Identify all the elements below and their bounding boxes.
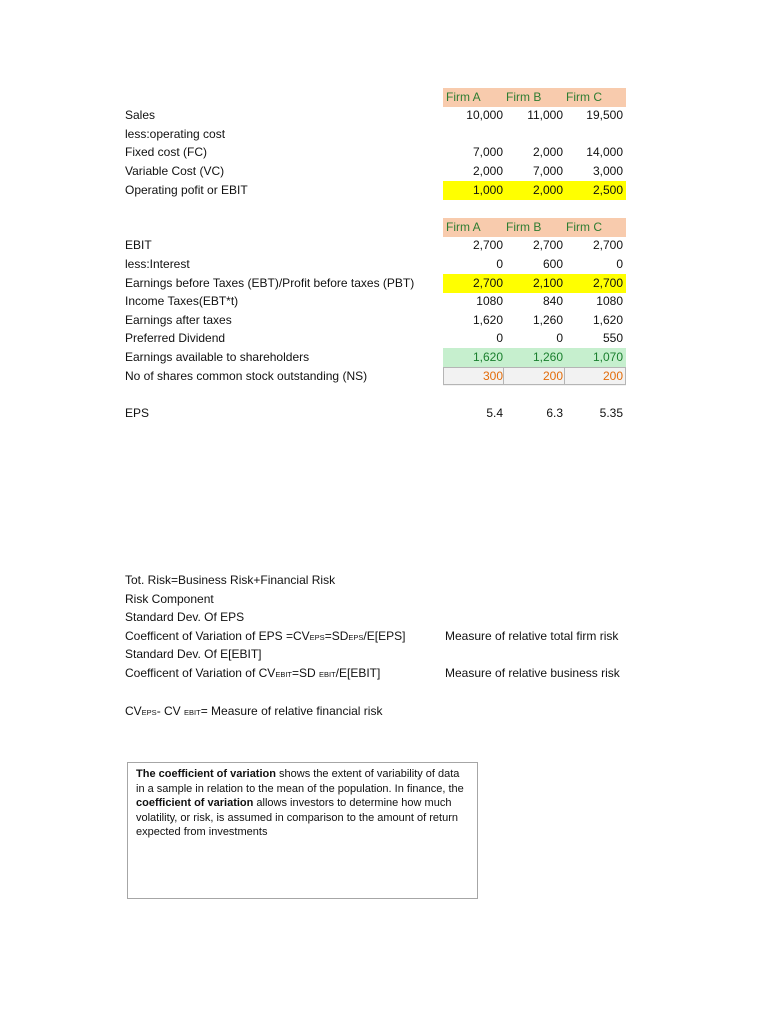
table2-row-eat-label: Earnings after taxes xyxy=(125,313,232,327)
table2-row-ebt-b: 2,100 xyxy=(532,276,563,290)
table2-row-ebt-label: Earnings before Taxes (EBT)/Profit before taxes (PBT) xyxy=(125,276,415,290)
table2-row-eat-b: 1,260 xyxy=(532,313,563,327)
table1-row-ebit-a: 1,000 xyxy=(472,183,503,197)
table1-row-ebit-c: 2,500 xyxy=(592,183,623,197)
table1-row-vc-label: Variable Cost (VC) xyxy=(125,164,225,178)
note-bold-2: coefficient of variation xyxy=(136,797,254,809)
cv-ebit-text-c: /E[EBIT] xyxy=(335,666,381,680)
table2-row-ebt-c: 2,700 xyxy=(592,276,623,290)
eps-label: EPS xyxy=(125,406,150,420)
table2-row-eas-label: Earnings available to shareholders xyxy=(125,350,310,364)
table1-row-sales-c: 19,500 xyxy=(586,108,623,122)
table2-row-ns-a: 300 xyxy=(482,369,503,383)
risk-financial-line xyxy=(125,702,382,722)
eps-c: 5.35 xyxy=(599,406,623,420)
risk-total-line: Tot. Risk=Business Risk+Financial Risk xyxy=(125,573,336,587)
table1-row-ebit-label: Operating pofit or EBIT xyxy=(125,183,248,197)
table2-row-ns-c: 200 xyxy=(602,369,623,383)
table1-header-firm-b: Firm B xyxy=(506,90,542,104)
cv-eps-sub-2: EPS xyxy=(348,633,364,642)
risk-cv-ebit-line xyxy=(125,664,380,684)
table2-row-prefdiv-a: 0 xyxy=(496,331,503,345)
table2-row-eat-c: 1,620 xyxy=(592,313,623,327)
cv-eps-text-a: Coefficent of Variation of EPS =CV xyxy=(125,629,310,643)
cv-ebit-sub-1: EBIT xyxy=(275,670,292,679)
table1-row-ebit-b: 2,000 xyxy=(532,183,563,197)
cv-definition-note xyxy=(127,762,478,899)
table2-header-firm-b: Firm B xyxy=(506,220,542,234)
fin-sub-2: EBIT xyxy=(184,708,201,717)
cv-ebit-text-b: =SD xyxy=(291,666,319,680)
table2-row-taxes-a: 1080 xyxy=(476,294,503,308)
table2-row-ebit-label: EBIT xyxy=(125,238,152,252)
table2-row-taxes-label: Income Taxes(EBT*t) xyxy=(125,294,239,308)
table2-row-ebit-b: 2,700 xyxy=(532,238,563,252)
table1-row-vc-c: 3,000 xyxy=(592,164,623,178)
table2-row-eas-c: 1,070 xyxy=(592,350,623,364)
table1-row-vc-a: 2,000 xyxy=(472,164,503,178)
table2-row-ebit-a: 2,700 xyxy=(472,238,503,252)
table1-row-sales-label: Sales xyxy=(125,108,156,122)
note-bold-1: The coefficient of variation xyxy=(136,768,276,780)
table2-row-ebit-c: 2,700 xyxy=(592,238,623,252)
table1-row-sales-b: 11,000 xyxy=(527,108,563,122)
table1-row-fc-c: 14,000 xyxy=(586,145,623,159)
table2-header-firm-a: Firm A xyxy=(446,220,481,234)
fin-text-b: - CV xyxy=(156,704,185,718)
risk-cv-eps-line xyxy=(125,627,405,647)
table2-row-interest-c: 0 xyxy=(616,257,623,271)
risk-cv-eps-desc: Measure of relative total firm risk xyxy=(445,629,619,643)
fin-text-c: = Measure of relative financial risk xyxy=(200,704,383,718)
note-text-1: shows the extent of variability of data in a sample in relation to the mean of the population. In finance, the xyxy=(136,768,464,795)
risk-component-line: Risk Component xyxy=(125,592,214,606)
cv-eps-text-c: /E[EPS] xyxy=(363,629,406,643)
table2-row-eat-a: 1,620 xyxy=(472,313,503,327)
risk-sd-ebit-line: Standard Dev. Of E[EBIT] xyxy=(125,647,262,661)
table1-row-opcost-label: less:operating cost xyxy=(125,127,226,141)
table2-row-taxes-b: 840 xyxy=(542,294,563,308)
table1-row-fc-a: 7,000 xyxy=(472,145,503,159)
table2-row-prefdiv-label: Preferred Dividend xyxy=(125,331,226,345)
note-text-2: allows investors to determine how much volatility, or risk, is assumed in comparison to the amount of return expected from investments xyxy=(136,797,458,838)
table2-row-ebt-a: 2,700 xyxy=(472,276,503,290)
eps-a: 5.4 xyxy=(486,406,503,420)
table2-row-prefdiv-c: 550 xyxy=(602,331,623,345)
table2-row-prefdiv-b: 0 xyxy=(556,331,563,345)
table1-header-firm-c: Firm C xyxy=(566,90,602,104)
table2-row-ns-b: 200 xyxy=(542,369,563,383)
cv-ebit-sub-2: EBIT xyxy=(319,670,336,679)
table1-row-sales-a: 10,000 xyxy=(466,108,503,122)
table2-header-firm-c: Firm C xyxy=(566,220,602,234)
table2-row-eas-a: 1,620 xyxy=(472,350,503,364)
table1-header-firm-a: Firm A xyxy=(446,90,481,104)
eps-b: 6.3 xyxy=(546,406,563,420)
fin-text-a: CV xyxy=(125,704,142,718)
cv-eps-sub-1: EPS xyxy=(309,633,325,642)
risk-cv-ebit-desc: Measure of relative business risk xyxy=(445,666,620,680)
table2-row-interest-b: 600 xyxy=(542,257,563,271)
table2-row-taxes-c: 1080 xyxy=(596,294,623,308)
table1-row-fc-b: 2,000 xyxy=(532,145,563,159)
table2-row-interest-a: 0 xyxy=(496,257,503,271)
risk-sd-eps-line: Standard Dev. Of EPS xyxy=(125,610,245,624)
table2-row-eas-b: 1,260 xyxy=(532,350,563,364)
table1-row-vc-b: 7,000 xyxy=(532,164,563,178)
cv-eps-text-b: =SD xyxy=(324,629,349,643)
fin-sub-1: EPS xyxy=(141,708,157,717)
table2-row-interest-label: less:Interest xyxy=(125,257,190,271)
cv-ebit-text-a: Coefficent of Variation of CV xyxy=(125,666,276,680)
table1-row-fc-label: Fixed cost (FC) xyxy=(125,145,208,159)
table2-row-ns-label: No of shares common stock outstanding (NS) xyxy=(125,369,368,383)
